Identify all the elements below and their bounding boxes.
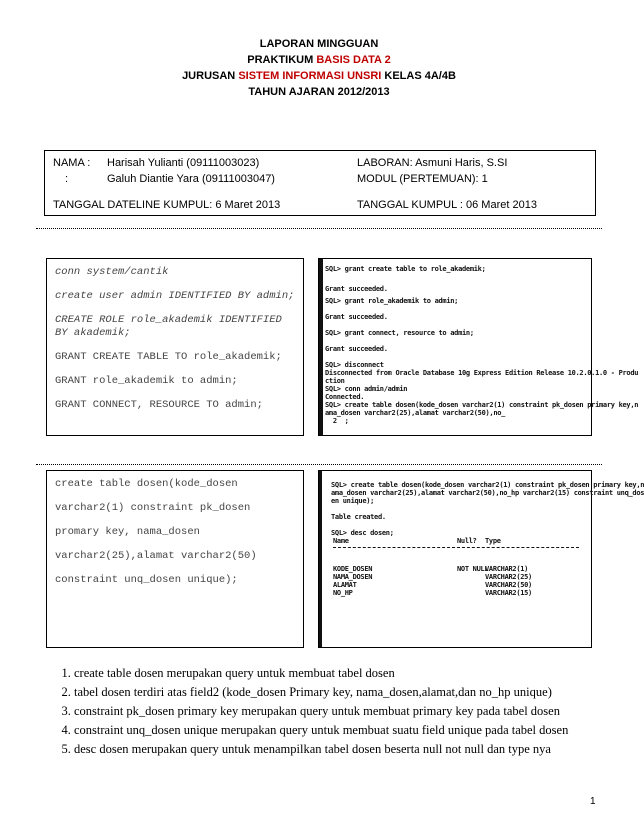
desc-header-name: Name xyxy=(333,537,349,545)
terminal-line: 2 ; xyxy=(325,417,349,425)
note-item: 4. constraint unq_dosen unique merupakan query untuk membuat suatu field unique pada tabel dosen xyxy=(74,721,634,740)
note-item: 2. tabel dosen terdiri atas field2 (kode_dosen Primary key, nama_dosen,alamat,dan no_hp unique) xyxy=(74,683,634,702)
terminal-line: SQL> grant create table to role_akademik; xyxy=(325,265,486,273)
terminal-screenshot-2 xyxy=(318,470,644,648)
terminal-line: SQL> conn admin/admin xyxy=(325,385,408,393)
terminal-line: Grant succeeded. xyxy=(325,313,388,321)
desc-row-name: ALAMAT xyxy=(333,581,357,589)
student-name-2: Galuh Diantie Yara (09111003047) xyxy=(107,173,275,185)
note-item: 3. constraint pk_dosen primary key merupakan query untuk membuat primary key pada tabel dosen xyxy=(74,702,634,721)
code-line: create user admin IDENTIFIED BY admin; xyxy=(55,290,295,302)
terminal-line: Connected. xyxy=(325,393,365,401)
academic-year: TAHUN AJARAN 2012/2013 xyxy=(248,86,390,98)
department-line xyxy=(0,70,638,82)
terminal-line: en unique); xyxy=(331,497,375,505)
desc-row-type: VARCHAR2(25) xyxy=(485,573,532,581)
desc-row-null: NOT NULL xyxy=(457,565,489,573)
terminal-line: ama_dosen varchar2(25),alamat varchar2(50),no_hp varchar2(15) constraint unq_dos xyxy=(331,489,644,497)
code-line: CREATE ROLE role_akademik IDENTIFIED xyxy=(55,314,282,326)
class-label: KELAS 4A/4B xyxy=(384,70,456,82)
student-info-box xyxy=(44,150,596,216)
terminal-line: SQL> create table dosen(kode_dosen varchar2(1) constraint pk_dosen primary key,n xyxy=(331,481,644,489)
terminal-line: ama_dosen varchar2(25),alamat varchar2(50),no_ xyxy=(325,409,506,417)
terminal-screenshot-1 xyxy=(318,258,639,436)
laboran: LABORAN: Asmuni Haris, S.SI xyxy=(357,157,508,169)
code-line: GRANT CONNECT, RESOURCE TO admin; xyxy=(55,399,263,411)
note-item: 5. desc dosen merupakan query untuk menampilkan tabel dosen beserta null not null dan type nya xyxy=(74,740,634,759)
course-name: BASIS DATA 2 xyxy=(316,54,391,66)
department-label: JURUSAN xyxy=(182,70,236,82)
terminal-line: Disconnected from Oracle Database 10g Express Edition Release 10.2.0.1.0 - Produ xyxy=(325,369,639,377)
code-box-2 xyxy=(46,470,304,648)
divider xyxy=(36,464,602,465)
student-name-1: Harisah Yulianti (09111003023) xyxy=(107,157,260,169)
code-line: varchar2(1) constraint pk_dosen xyxy=(55,502,251,514)
desc-separator xyxy=(333,547,579,548)
terminal-line: Grant succeeded. xyxy=(325,345,388,353)
desc-row-type: VARCHAR2(50) xyxy=(485,581,532,589)
terminal-line: SQL> create table dosen(kode_dosen varchar2(1) constraint pk_dosen primary key,n xyxy=(325,401,639,409)
desc-row-type: VARCHAR2(15) xyxy=(485,589,532,597)
desc-header-type: Type xyxy=(485,537,501,545)
terminal-line: ction xyxy=(325,377,345,385)
terminal-line: SQL> grant connect, resource to admin; xyxy=(325,329,474,337)
terminal-line: Grant succeeded. xyxy=(325,285,388,293)
terminal-line: SQL> desc dosen; xyxy=(331,529,394,537)
code-line: constraint unq_dosen unique); xyxy=(55,574,238,586)
module: MODUL (PERTEMUAN): 1 xyxy=(357,173,488,185)
terminal-border xyxy=(319,471,322,647)
deadline-date: TANGGAL DATELINE KUMPUL: 6 Maret 2013 xyxy=(53,199,281,211)
code-box-1 xyxy=(46,258,304,436)
desc-row-type: VARCHAR2(1) xyxy=(485,565,529,573)
code-line: GRANT CREATE TABLE TO role_akademik; xyxy=(55,351,282,363)
terminal-line: SQL> grant role_akademik to admin; xyxy=(325,297,459,305)
code-line: BY akademik; xyxy=(55,327,131,339)
practicum-label: PRAKTIKUM xyxy=(247,54,314,66)
note-item: 1. create table dosen merupakan query untuk membuat tabel dosen xyxy=(74,664,634,683)
report-title: LAPORAN MINGGUAN xyxy=(259,38,379,50)
department-name: SISTEM INFORMASI UNSRI xyxy=(238,70,382,82)
notes-list xyxy=(52,664,634,759)
code-line: create table dosen(kode_dosen xyxy=(55,478,238,490)
desc-row-name: NO_HP xyxy=(333,589,353,597)
desc-row-name: NAMA_DOSEN xyxy=(333,573,373,581)
code-line: promary key, nama_dosen xyxy=(55,526,200,538)
terminal-line: SQL> disconnect xyxy=(325,361,384,369)
desc-row-name: KODE_DOSEN xyxy=(333,565,373,573)
divider xyxy=(36,228,602,229)
name-colon: : xyxy=(65,173,69,185)
practicum-title xyxy=(0,54,638,66)
code-line: conn system/cantik xyxy=(55,266,169,278)
page-number: 1 xyxy=(590,796,596,807)
code-line: GRANT role_akademik to admin; xyxy=(55,375,238,387)
terminal-line: Table created. xyxy=(331,513,386,521)
terminal-border xyxy=(319,259,323,435)
submission-date: TANGGAL KUMPUL : 06 Maret 2013 xyxy=(357,199,537,211)
name-label: NAMA : xyxy=(53,157,91,169)
code-line: varchar2(25),alamat varchar2(50) xyxy=(55,550,257,562)
desc-header-null: Null? xyxy=(457,537,477,545)
